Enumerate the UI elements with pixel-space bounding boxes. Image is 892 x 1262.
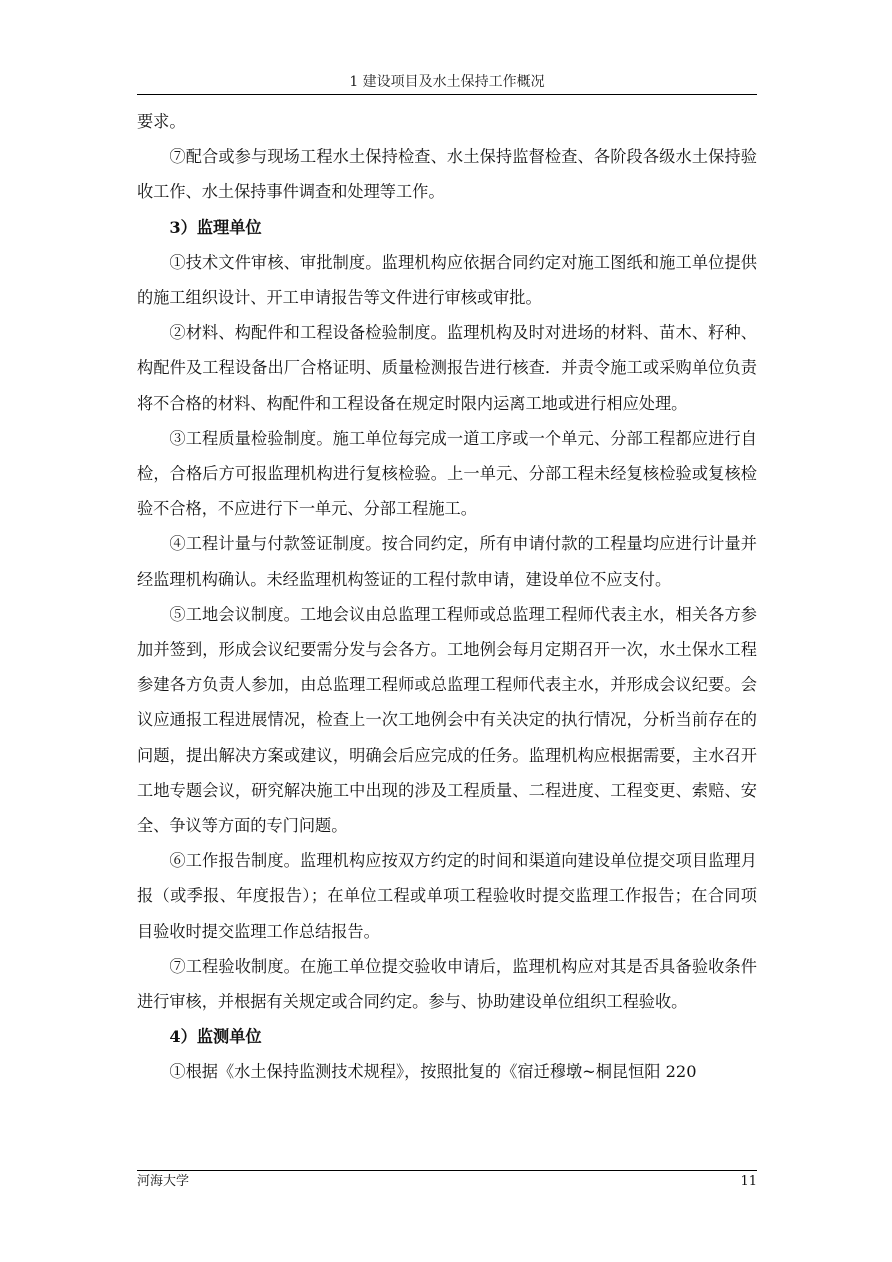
running-header: 1 建设项目及水土保持工作概况 <box>349 74 545 90</box>
paragraph: 要求。 <box>137 112 186 131</box>
section-heading: 3）监理单位 <box>169 217 262 237</box>
body-text <box>137 104 757 1090</box>
paragraph: ①技术文件审核、审批制度。监理机构应依据合同约定对施工图纸和施工单位提供的施工组织设计、开工申请报告等文件进行审核或审批。 <box>137 252 757 308</box>
section-heading: 4）监测单位 <box>169 1027 262 1047</box>
paragraph: ⑦工程验收制度。在施工单位提交验收申请后，监理机构应对其是否具备验收条件进行审核，并根据有关规定或合同约定。参与、协助建设单位组织工程验收。 <box>137 956 757 1012</box>
paragraph: ⑤工地会议制度。工地会议由总监理工程师或总监理工程师代表主水，相关各方参加并签到，形成会议纪要需分发与会各方。工地例会每月定期召开一次，水土保水工程参建各方负责人参加，由总监理工程师或总监理工程师代表主水，并形成会议纪要。会议应通报工程进展情况，检查上一次工地例会中有关决定的执行情况，分析当前存在的问题，提出解决方案或建议，明确会后应完成的任务。监理机构应根据需要，主水召开工地专题会议，研究解决施工中出现的涉及工程质量、二程进度、工程变更、索赔、安全、争议等方面的专门问题。 <box>137 604 757 836</box>
paragraph: ②材料、构配件和工程设备检验制度。监理机构及时对进场的材料、苗木、籽种、构配件及工程设备出厂合格证明、质量检测报告进行核查．并责令施工或采购单位负责将不合格的材料、构配件和工程设备在规定时限内运离工地或进行相应处理。 <box>137 323 757 413</box>
paragraph: ⑥工作报告制度。监理机构应按双方约定的时间和渠道向建设单位提交项目监理月报（或季报、年度报告）；在单位工程或单项工程验收时提交监理工作报告；在合同项目验收时提交监理工作总结报告。 <box>137 851 757 941</box>
paragraph: ⑦配合或参与现场工程水土保持检查、水土保持监督检查、各阶段各级水土保持验收工作、水土保持事件调查和处理等工作。 <box>137 147 757 202</box>
paragraph: ①根据《水土保持监测技术规程》，按照批复的《宿迁穆墩~桐昆恒阳 220 <box>169 1062 697 1082</box>
footer-organization: 河海大学 <box>137 1174 190 1189</box>
paragraph: ③工程质量检验制度。施工单位每完成一道工序或一个单元、分部工程都应进行自检，合格后方可报监理机构进行复核检验。上一单元、分部工程未经复核检验或复核检验不合格，不应进行下一单元、分部工程施工。 <box>137 428 757 519</box>
paragraph: ④工程计量与付款签证制度。按合同约定，所有申请付款的工程量均应进行计量并经监理机构确认。未经监理机构签证的工程付款申请，建设单位不应支付。 <box>137 534 757 589</box>
footer-rule <box>137 1170 757 1171</box>
header-rule <box>137 94 757 95</box>
page-number: 11 <box>740 1174 757 1189</box>
